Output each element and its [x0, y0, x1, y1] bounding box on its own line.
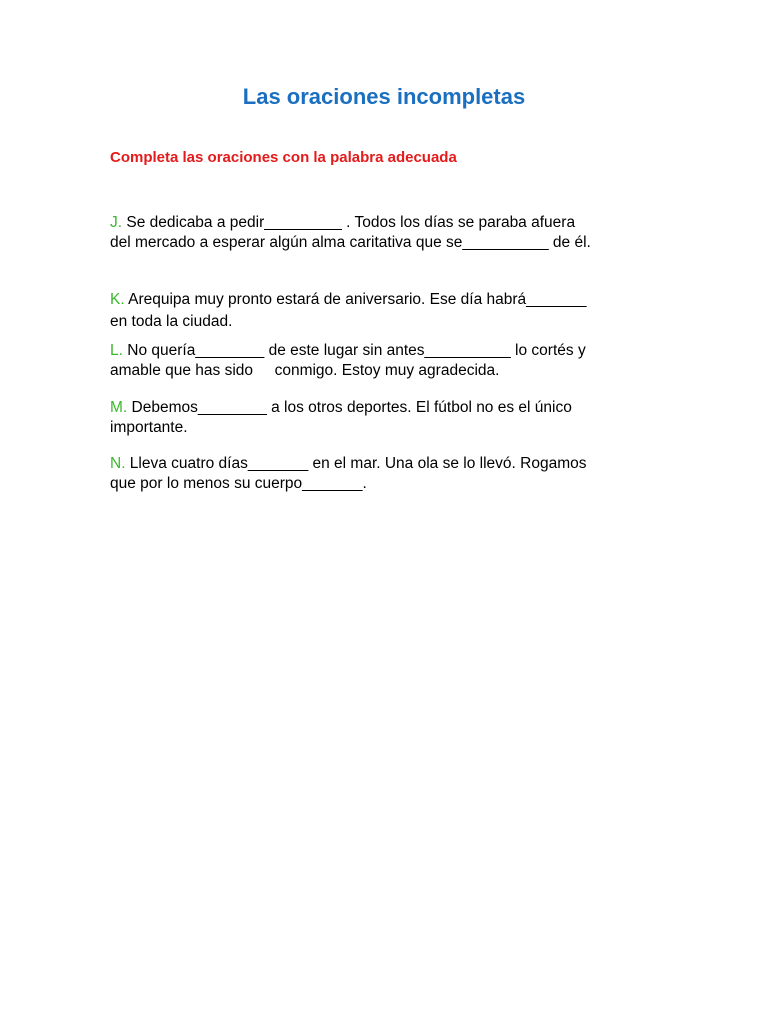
item-k-line-1: Arequipa muy pronto estará de aniversario. Ese día habrá_______ [124, 291, 587, 308]
item-j-line-2: del mercado a esperar algún alma caritativa que se__________ de él. [110, 234, 591, 251]
exercise-item-m [110, 398, 670, 438]
item-n-line-1: Lleva cuatro días_______ en el mar. Una ola se lo llevó. Rogamos [125, 455, 587, 472]
exercise-item-k [110, 289, 670, 333]
item-k-line-2: en toda la ciudad. [110, 313, 233, 330]
item-l-line-2: amable que has sido conmigo. Estoy muy agradecida. [110, 362, 500, 379]
instructions-text: Completa las oraciones con la palabra adecuada [110, 149, 457, 166]
exercise-item-j [110, 213, 670, 253]
item-marker-n: N. [110, 455, 126, 472]
item-l-line-1: No quería________ de este lugar sin antes__________ lo cortés y [122, 342, 586, 359]
exercise-item-n [110, 454, 670, 494]
item-marker-j: J. [110, 214, 123, 231]
item-m-line-1: Debemos________ a los otros deportes. El fútbol no es el único [127, 399, 572, 416]
item-marker-m: M. [110, 399, 128, 416]
item-j-line-1: Se dedicaba a pedir_________ . Todos los días se paraba afuera [122, 214, 576, 231]
item-marker-k: K. [110, 291, 125, 308]
page-title: Las oraciones incompletas [242, 84, 526, 109]
item-marker-l: L. [110, 342, 123, 359]
item-n-line-2: que por lo menos su cuerpo_______. [110, 475, 367, 492]
exercise-item-l [110, 341, 670, 381]
item-m-line-2: importante. [110, 419, 188, 436]
